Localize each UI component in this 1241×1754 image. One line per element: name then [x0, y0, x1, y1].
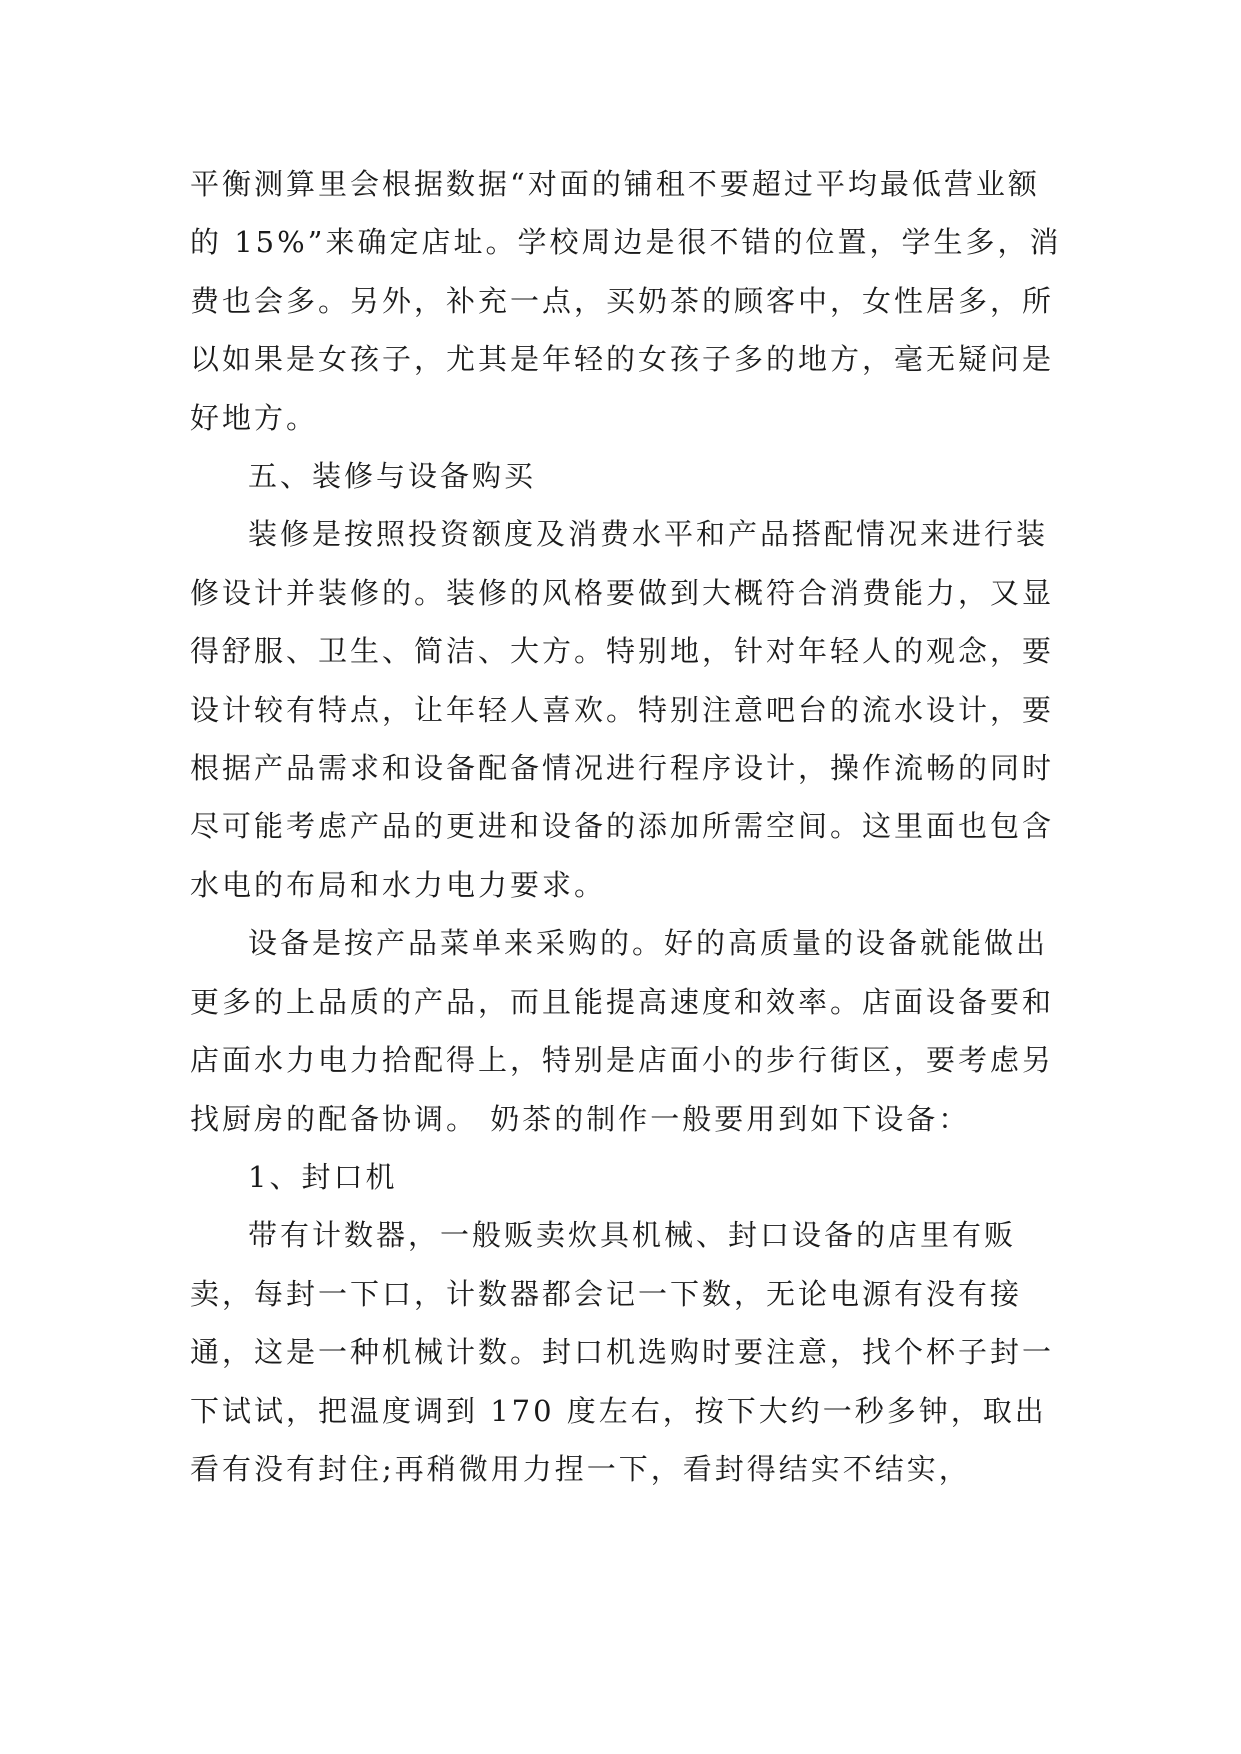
list-item-sealing-machine: 1、封口机	[248, 1159, 398, 1194]
document-body	[190, 155, 1070, 1498]
paragraph-equipment: 设备是按产品菜单来采购的。好的高质量的设备就能做出更多的上品质的产品，而且能提高速度和效率。店面设备要和店面水力电力拾配得上，特别是店面小的步行街区，要考虑另找厨房的配备协调。 奶茶的制作一般要用到如下设备：	[190, 926, 1055, 1136]
section-heading-decoration: 五、装修与设备购买	[248, 459, 537, 494]
paragraph-sealing-machine: 带有计数器，一般贩卖炊具机械、封口设备的店里有贩卖，每封一下口，计数器都会记一下数，无论电源有没有接通，这是一种机械计数。封口机选购时要注意，找个杯子封一下试试，把温度调到 170 度左右，按下大约一秒多钟，取出看有没有封住;再稍微用力捏一下，看封得结实不结实，	[190, 1218, 1055, 1486]
paragraph-site-selection: 平衡测算里会根据数据“对面的铺租不要超过平均最低营业额的 15%”来确定店址。学校周边是很不错的位置，学生多，消费也会多。另外，补充一点，买奶茶的顾客中，女性居多，所以如果是女孩子，尤其是年轻的女孩子多的地方，毫无疑问是好地方。	[190, 167, 1062, 435]
paragraph-decoration: 装修是按照投资额度及消费水平和产品搭配情况来进行装修设计并装修的。装修的风格要做到大概符合消费能力，又显得舒服、卫生、简洁、大方。特别地，针对年轻人的观念，要设计较有特点，让年轻人喜欢。特别注意吧台的流水设计，要根据产品需求和设备配备情况进行程序设计，操作流畅的同时尽可能考虑产品的更进和设备的添加所需空间。这里面也包含水电的布局和水力电力要求。	[190, 517, 1055, 902]
